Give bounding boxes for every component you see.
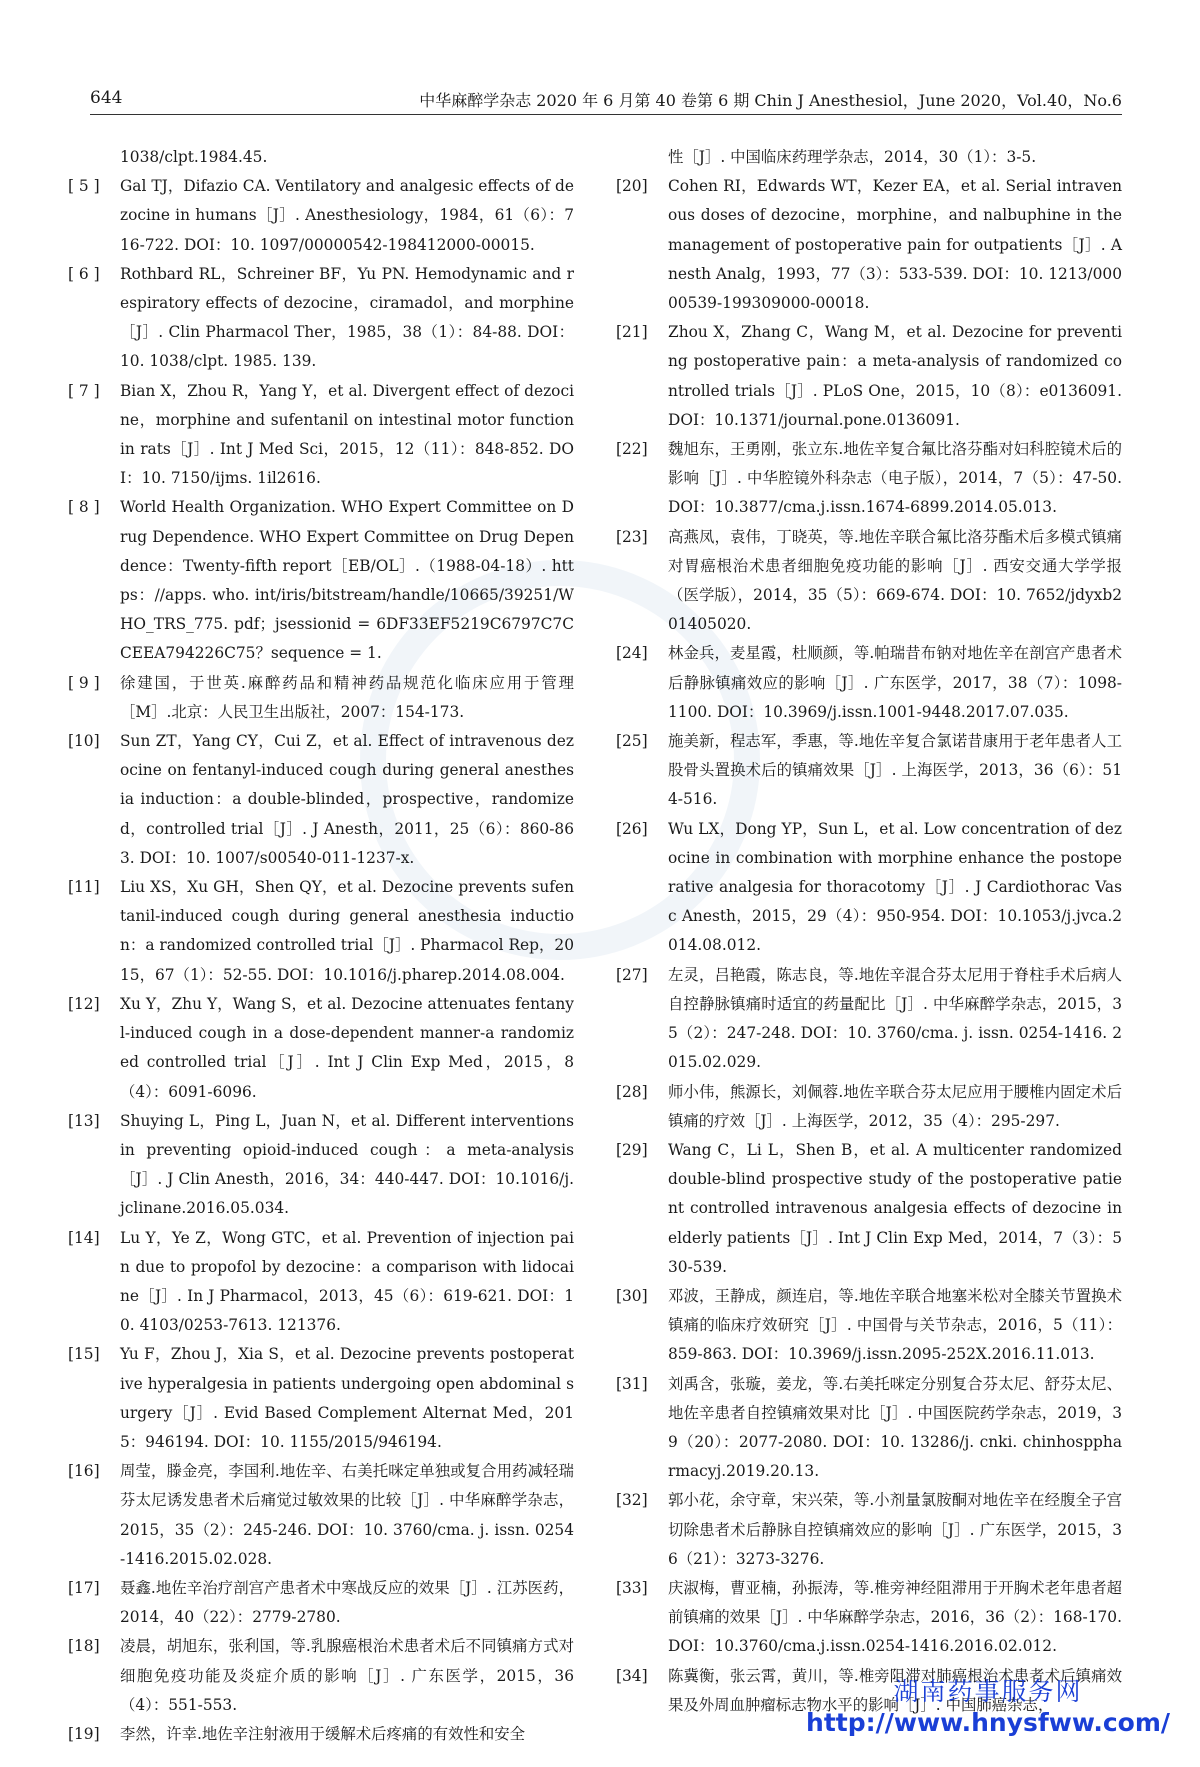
reference-number: [22] (616, 440, 648, 459)
reference-number: [15] (68, 1345, 100, 1364)
reference-text: 李然，许幸.地佐辛注射液用于缓解术后疼痛的有效性和安全 (120, 1724, 526, 1743)
reference-entry (68, 669, 574, 727)
reference-text: Xu Y，Zhu Y，Wang S，et al. Dezocine attenuates fentanyl-induced cough in a dose-dependent manner-a randomized controlled trial［J］. Int J Clin Exp Med，2015，8（4）：6091-6096. (120, 994, 574, 1101)
reference-entry (68, 1340, 574, 1457)
reference-entry (68, 1457, 574, 1574)
reference-continuation: 性［J］. 中国临床药理学杂志，2014，30（1）：3-5. (668, 148, 1037, 166)
reference-number: [ 5 ] (68, 177, 100, 196)
site-name: 湖南药事服务网 (893, 1677, 1083, 1706)
reference-entry (68, 1574, 574, 1632)
reference-entry (68, 990, 574, 1107)
reference-number: [30] (616, 1286, 648, 1305)
reference-number: [14] (68, 1228, 100, 1247)
reference-entry (616, 172, 1122, 318)
reference-text: 郭小花，余守章，宋兴荣，等.小剂量氯胺酮对地佐辛在经腹全子宫切除患者术后静脉自控镇痛效应的影响［J］. 广东医学，2015，36（21）：3273-3276. (668, 1491, 1122, 1568)
reference-entry (616, 1574, 1122, 1662)
reference-text: 魏旭东，王勇刚，张立东.地佐辛复合氟比洛芬酯对妇科腔镜术后的影响［J］. 中华腔镜外科杂志（电子版），2014，7（5）：47-50. DOI：10.3877/cma.j.issn.1674-6899.2014.05.013. (668, 440, 1122, 517)
reference-number: [20] (616, 177, 648, 196)
reference-entry (68, 727, 574, 873)
reference-entry (68, 1224, 574, 1341)
reference-entry (616, 318, 1122, 435)
reference-entry (68, 1720, 574, 1749)
reference-text: Wu LX，Dong YP，Sun L，et al. Low concentration of dezocine in combination with morphine enhance the postoperative analgesia for thoracotomy［J］. J Cardiothorac Vasc Anesth，2015，29（4）：950-954. DOI：10.1053/j.jvca.2014.08.012. (668, 819, 1122, 955)
reference-text: 周莹，滕金亮，李国利.地佐辛、右美托咪定单独或复合用药减轻瑞芬太尼诱发患者术后痛觉过敏效果的比较［J］. 中华麻醉学杂志，2015，35（2）：245-246. DOI：10. 3760/cma. j. issn. 0254-1416.2015.02.028. (120, 1462, 574, 1568)
reference-text: Rothbard RL，Schreiner BF，Yu PN. Hemodynamic and respiratory effects of dezocine，ciramadol，and morphine［J］. Clin Pharmacol Ther，1985，38（1）：84-88. DOI：10. 1038/clpt. 1985. 139. (120, 264, 574, 371)
reference-entry (68, 493, 574, 668)
reference-continuation: 1038/clpt.1984.45. (120, 148, 268, 166)
reference-number: [13] (68, 1111, 100, 1130)
reference-text: 陈冀衡，张云霄，黄川，等.椎旁阻滞对肺癌根治术患者术后镇痛效果及外周血肿瘤标志物水平的影响［J］. 中国肺癌杂志， (668, 1666, 1122, 1714)
reference-number: [ 7 ] (68, 381, 100, 400)
page-number: 644 (90, 88, 123, 108)
reference-number: [31] (616, 1374, 648, 1393)
reference-number: [27] (616, 965, 648, 984)
reference-text: 高燕凤，袁伟，丁晓英，等.地佐辛联合氟比洛芬酯术后多模式镇痛对胃癌根治术患者细胞免疫功能的影响［J］. 西安交通大学学报（医学版），2014，35（5）：669-674. DOI：10. 7652/jdyxb201405020. (668, 527, 1122, 634)
reference-text: Wang C，Li L，Shen B，et al. A multicenter randomized double-blind prospective study of the postoperative patient controlled intravenous analgesia effects of dezocine in elderly patients［J］. Int J Clin Exp Med，2014，7（3）：530-539. (668, 1140, 1122, 1276)
reference-entry (68, 873, 574, 990)
reference-text: Cohen RI，Edwards WT，Kezer EA，et al. Serial intravenous doses of dezocine，morphine，and nalbuphine in the management of postoperative pain for outpatients［J］. Anesth Analg，1993，77（3）：533-539. DOI：10. 1213/00000539-199309000-00018. (668, 177, 1122, 313)
site-url: http://www.hnysfww.com/ (806, 1708, 1170, 1737)
reference-number: [33] (616, 1578, 648, 1597)
reference-text: 左灵，吕艳霞，陈志良，等.地佐辛混合芬太尼用于脊柱手术后病人自控静脉镇痛时适宜的药量配比［J］. 中华麻醉学杂志，2015，35（2）：247-248. DOI：10. 3760/cma. j. issn. 0254-1416. 2015.02.029. (668, 965, 1122, 1072)
running-header (90, 88, 1122, 115)
reference-number: [19] (68, 1724, 100, 1743)
reference-text: Shuying L，Ping L，Juan N，et al. Different interventions in preventing opioid-induced cough：a meta-analysis［J］. J Clin Anesth，2016，34：440-447. DOI：10.1016/j.jclinane.2016.05.034. (120, 1111, 574, 1218)
reference-entry (616, 639, 1122, 727)
reference-number: [ 6 ] (68, 264, 100, 283)
reference-entry (616, 727, 1122, 815)
reference-number: [10] (68, 732, 100, 751)
reference-text: 徐建国，于世英.麻醉药品和精神药品规范化临床应用于管理［M］.北京：人民卫生出版社，2007：154-173. (120, 673, 574, 721)
reference-number: [16] (68, 1462, 100, 1481)
reference-text: 凌晨，胡旭东，张利国，等.乳腺癌根治术患者术后不同镇痛方式对细胞免疫功能及炎症介质的影响［J］. 广东医学，2015，36（4）：551-553. (120, 1637, 574, 1714)
reference-text: Yu F，Zhou J，Xia S，et al. Dezocine prevents postoperative hyperalgesia in patients undergoing open abdominal surgery［J］. Evid Based Complement Alternat Med，2015：946194. DOI：10. 1155/2015/946194. (120, 1345, 574, 1451)
reference-number: [29] (616, 1140, 648, 1159)
reference-entry (616, 1486, 1122, 1574)
reference-text: Sun ZT，Yang CY，Cui Z，et al. Effect of intravenous dezocine on fentanyl-induced cough during general anesthesia induction：a double-blinded，prospective，randomized，controlled trial［J］. J Anesth，2011，25（6）：860-863. DOI：10. 1007/s00540-011-1237-x. (120, 732, 574, 867)
reference-number: [26] (616, 819, 648, 838)
reference-number: [28] (616, 1082, 648, 1101)
reference-entry (616, 1078, 1122, 1136)
reference-number: [34] (616, 1666, 648, 1685)
reference-number: [18] (68, 1637, 100, 1656)
reference-text: 邓波，王静成，颜连启，等.地佐辛联合地塞米松对全膝关节置换术镇痛的临床疗效研究［J］. 中国骨与关节杂志，2016，5（11）：859-863. DOI：10.3969/j.issn.2095-252X.2016.11.013. (668, 1286, 1122, 1364)
reference-number: [24] (616, 644, 648, 663)
reference-entry (616, 815, 1122, 961)
reference-text: Bian X，Zhou R，Yang Y，et al. Divergent effect of dezocine，morphine and sufentanil on intestinal motor function in rats［J］. Int J Med Sci，2015，12（11）：848-852. DOI：10. 7150/ijms. 1il2616. (120, 381, 574, 488)
reference-number: [21] (616, 323, 648, 342)
reference-text: Lu Y，Ye Z，Wong GTC，et al. Prevention of injection pain due to propofol by dezocine：a comparison with lidocaine［J］. In J Pharmacol，2013，45（6）：619-621. DOI：10. 4103/0253-7613. 121376. (120, 1228, 574, 1335)
reference-number: [17] (68, 1578, 100, 1597)
reference-entry (68, 1632, 574, 1720)
reference-entry (616, 435, 1122, 523)
journal-citation: 中华麻醉学杂志 2020 年 6 月第 40 卷第 6 期 Chin J Anesthesiol，June 2020，Vol.40，No.6 (419, 91, 1122, 110)
reference-number: [ 9 ] (68, 673, 100, 692)
reference-entry (616, 961, 1122, 1078)
reference-number: [11] (68, 878, 100, 897)
reference-entry (616, 1136, 1122, 1282)
reference-number: [ 8 ] (68, 498, 100, 517)
reference-column-left (68, 143, 574, 1749)
reference-text: 刘禹含，张璇，姜龙，等.右美托咪定分别复合芬太尼、舒芬太尼、地佐辛患者自控镇痛效果对比［J］. 中国医院药学杂志，2019，39（20）：2077-2080. DOI：10. 13286/j. cnki. chinhosppharmacyj.2019.20.13. (668, 1374, 1122, 1481)
reference-text: World Health Organization. WHO Expert Committee on Drug Dependence. WHO Expert Committee on Drug Dependence：Twenty-fifth report［EB/OL］.（1988-04-18）. https：//apps. who. int/iris/bitstream/handle/10665/39251/WHO_TRS_775. pdf；jsessionid = 6DF33EF5219C6797C7CCEEA794226C75？sequence = 1. (120, 498, 574, 663)
reference-text: 庆淑梅，曹亚楠，孙振涛，等.椎旁神经阻滞用于开胸术老年患者超前镇痛的效果［J］. 中华麻醉学杂志，2016，36（2）：168-170. DOI：10.3760/cma.j.issn.0254-1416.2016.02.012. (668, 1578, 1122, 1656)
reference-number: [32] (616, 1491, 648, 1510)
reference-column-right (616, 143, 1122, 1720)
reference-text: 师小伟，熊源长，刘佩蓉.地佐辛联合芬太尼应用于腰椎内固定术后镇痛的疗效［J］. 上海医学，2012，35（4）：295-297. (668, 1082, 1122, 1130)
site-watermark (806, 1672, 1170, 1737)
reference-text: Gal TJ，Difazio CA. Ventilatory and analgesic effects of dezocine in humans［J］. Anesthesiology，1984，61（6）：716-722. DOI：10. 1097/00000542-198412000-00015. (120, 177, 574, 254)
reference-number: [12] (68, 994, 100, 1013)
reference-entry (616, 523, 1122, 640)
reference-text: 施美新，程志军，季惠，等.地佐辛复合氯诺昔康用于老年患者人工股骨头置换术后的镇痛效果［J］. 上海医学，2013，36（6）：514-516. (668, 732, 1122, 809)
reference-text: Liu XS，Xu GH，Shen QY，et al. Dezocine prevents sufentanil-induced cough during general anesthesia induction：a randomized controlled trial［J］. Pharmacol Rep，2015，67（1）：52-55. DOI：10.1016/j.pharep.2014.08.004. (120, 878, 574, 984)
reference-entry (616, 1370, 1122, 1487)
reference-text: 林金兵，麦星霞，杜顺颜，等.帕瑞昔布钠对地佐辛在剖宫产患者术后静脉镇痛效应的影响［J］. 广东医学，2017，38（7）：1098-1100. DOI：10.3969/j.issn.1001-9448.2017.07.035. (668, 644, 1122, 721)
reference-entry (68, 172, 574, 260)
reference-text: Zhou X，Zhang C，Wang M，et al. Dezocine for preventing postoperative pain：a meta-analysis of randomized controlled trials［J］. PLoS One，2015，10（8）：e0136091. DOI：10.1371/journal.pone.0136091. (668, 323, 1122, 429)
reference-entry (616, 1282, 1122, 1370)
reference-number: [23] (616, 527, 648, 546)
reference-number: [25] (616, 732, 648, 751)
reference-entry (68, 377, 574, 494)
reference-entry (68, 260, 574, 377)
reference-text: 聂鑫.地佐辛治疗剖宫产患者术中寒战反应的效果［J］. 江苏医药，2014，40（22）：2779-2780. (120, 1578, 574, 1627)
reference-entry (68, 1107, 574, 1224)
